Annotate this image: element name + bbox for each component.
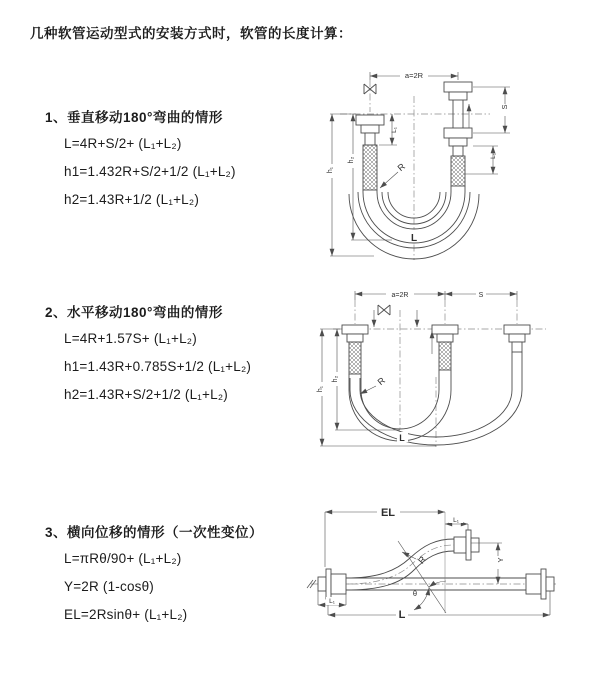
hose-u-arcs bbox=[349, 352, 522, 445]
formula-el: EL=2Rsinθ+ (L₁+L₂) bbox=[64, 607, 188, 622]
section-3-heading: 3、横向位移的情形（一次性变位） bbox=[45, 525, 264, 540]
dimension-labels bbox=[326, 505, 506, 621]
dim-label-r: R bbox=[395, 161, 408, 174]
dim-label-s: S bbox=[500, 104, 509, 110]
dim-label-a2r: a=2R bbox=[404, 71, 424, 80]
dim-label-h1: h₁ bbox=[327, 166, 334, 174]
diagram-horizontal-180-bend bbox=[308, 282, 598, 454]
dim-label-l1-top: L₁ bbox=[453, 517, 459, 524]
dim-label-theta: θ bbox=[412, 589, 418, 598]
dim-label-l1-right: L₁ bbox=[490, 153, 497, 159]
dim-label-s: S bbox=[478, 292, 484, 299]
dim-label-l1-left: L₁ bbox=[391, 127, 398, 133]
dim-label-a2r: a=2R bbox=[391, 292, 409, 299]
formula-length: L=4R+1.57S+ (L₁+L₂) bbox=[64, 331, 197, 346]
dim-label-el: EL bbox=[380, 507, 396, 519]
page-title: 几种软管运动型式的安装方式时，软管的长度计算： bbox=[30, 26, 352, 41]
left-pipe-fitting bbox=[342, 325, 368, 374]
left-pipe-fitting bbox=[356, 115, 384, 190]
right-pipe-fitting bbox=[444, 82, 472, 186]
dim-label-l1-bottom: L₁ bbox=[329, 598, 335, 605]
middle-pipe-fitting bbox=[432, 325, 458, 370]
dim-label-r: R bbox=[416, 554, 428, 566]
dim-label-l: L bbox=[399, 433, 405, 443]
centerlines bbox=[333, 300, 546, 447]
section-1-heading: 1、垂直移动180°弯曲的情形 bbox=[45, 110, 223, 125]
formula-length: L=4R+S/2+ (L₁+L₂) bbox=[64, 136, 182, 151]
diagram-vertical-180-bend bbox=[312, 62, 597, 264]
section-lateral-displacement bbox=[45, 521, 335, 635]
dim-label-y: Y bbox=[496, 557, 505, 563]
dimension-labels bbox=[317, 290, 486, 443]
diagram-lateral-displacement bbox=[298, 497, 598, 647]
dim-label-l: L bbox=[398, 609, 406, 621]
dim-label-h1: h₁ bbox=[317, 385, 324, 393]
bowtie-symbol bbox=[378, 305, 390, 315]
dim-label-l: L bbox=[410, 233, 418, 244]
dim-label-r: R bbox=[375, 375, 388, 388]
dim-label-h2: h₂ bbox=[348, 156, 355, 164]
formula-length: L=πRθ/90+ (L₁+L₂) bbox=[64, 551, 182, 566]
section-2-heading: 2、水平移动180°弯曲的情形 bbox=[45, 305, 223, 320]
formula-h1: h1=1.43R+0.785S+1/2 (L₁+L₂) bbox=[64, 359, 252, 374]
dim-label-h2: h₂ bbox=[332, 375, 339, 383]
upper-flange-displaced bbox=[454, 530, 479, 560]
formula-y: Y=2R (1-cosθ) bbox=[64, 579, 155, 594]
dimension-lines bbox=[318, 512, 550, 615]
left-flange bbox=[318, 569, 346, 599]
section-vertical-180 bbox=[45, 106, 335, 220]
right-pipe-fitting bbox=[504, 325, 530, 352]
formula-h2: h2=1.43R+1/2 (L₁+L₂) bbox=[64, 192, 200, 207]
formula-h1: h1=1.432R+S/2+1/2 (L₁+L₂) bbox=[64, 164, 236, 179]
formula-h2: h2=1.43R+S/2+1/2 (L₁+L₂) bbox=[64, 387, 228, 402]
section-horizontal-180 bbox=[45, 301, 335, 415]
